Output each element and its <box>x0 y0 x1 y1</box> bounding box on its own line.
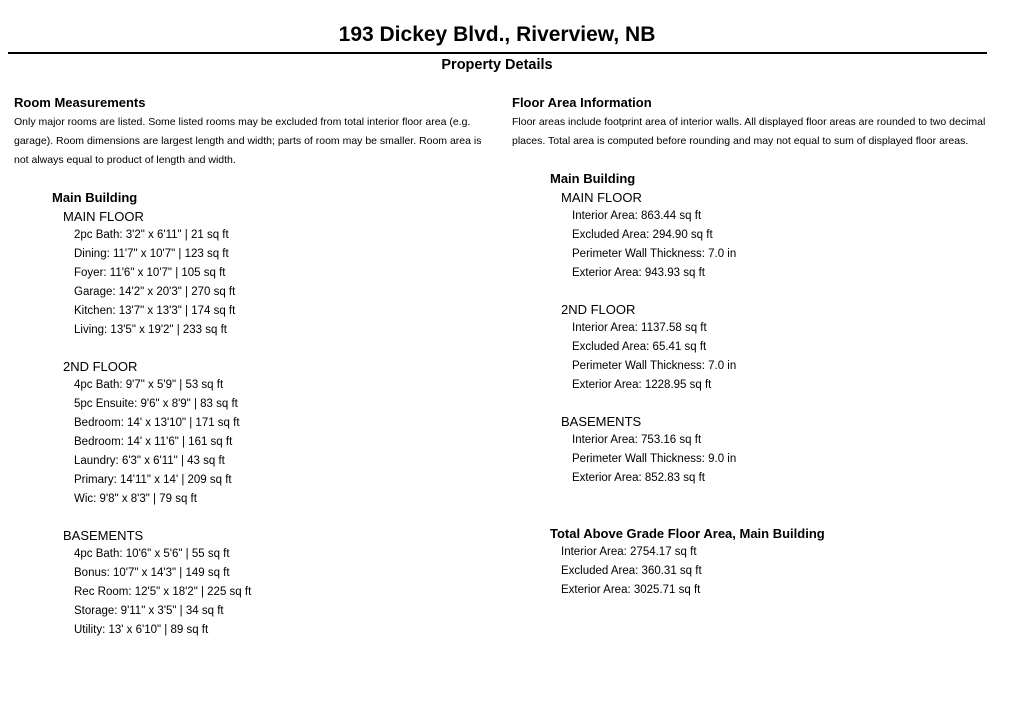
room-item: Dining: 11'7" x 10'7" | 123 sq ft <box>74 248 229 260</box>
total-area-item: Exterior Area: 3025.71 sq ft <box>561 584 701 596</box>
room-item: Bonus: 10'7" x 14'3" | 149 sq ft <box>74 567 230 579</box>
total-area-heading: Total Above Grade Floor Area, Main Building <box>550 526 825 541</box>
floor-area-section <box>512 95 994 600</box>
room-item: 5pc Ensuite: 9'6" x 8'9" | 83 sq ft <box>74 398 238 410</box>
room-item: 2pc Bath: 3'2" x 6'11" | 21 sq ft <box>74 229 229 241</box>
floor-heading: BASEMENTS <box>561 414 642 429</box>
room-building-name: Main Building <box>52 190 138 205</box>
room-floor-main <box>63 207 489 340</box>
page-title: 193 Dickey Blvd., Riverview, NB <box>338 23 656 46</box>
room-item: Laundry: 6'3" x 6'11" | 43 sq ft <box>74 455 225 467</box>
area-building <box>550 169 994 488</box>
area-item: Interior Area: 753.16 sq ft <box>572 434 702 446</box>
area-building-name: Main Building <box>550 171 636 186</box>
room-building <box>52 188 489 640</box>
area-item: Interior Area: 1137.58 sq ft <box>572 322 707 334</box>
room-item: Kitchen: 13'7" x 13'3" | 174 sq ft <box>74 305 236 317</box>
room-floor-basements <box>63 526 489 640</box>
area-item: Perimeter Wall Thickness: 9.0 in <box>572 453 737 465</box>
floor-heading: BASEMENTS <box>63 528 144 543</box>
room-item: Utility: 13' x 6'10" | 89 sq ft <box>74 624 209 636</box>
room-item: Foyer: 11'6" x 10'7" | 105 sq ft <box>74 267 226 279</box>
room-measurements-description: Only major rooms are listed. Some listed rooms may be excluded from total interior floor area (e.g. garage). Room dimensions are largest length and width; parts of room may be smaller. Room area is not always equal to product of length and width. <box>14 116 482 166</box>
floor-area-heading: Floor Area Information <box>512 95 652 110</box>
room-item: 4pc Bath: 10'6" x 5'6" | 55 sq ft <box>74 548 230 560</box>
area-item: Excluded Area: 294.90 sq ft <box>572 229 713 241</box>
room-item: 4pc Bath: 9'7" x 5'9" | 53 sq ft <box>74 379 224 391</box>
area-item: Excluded Area: 65.41 sq ft <box>572 341 707 353</box>
area-floor-basements <box>561 412 994 488</box>
room-item: Rec Room: 12'5" x 18'2" | 225 sq ft <box>74 586 252 598</box>
room-item: Storage: 9'11" x 3'5" | 34 sq ft <box>74 605 224 617</box>
room-measurements-section <box>14 95 489 640</box>
area-item: Perimeter Wall Thickness: 7.0 in <box>572 248 737 260</box>
title-divider <box>8 52 987 54</box>
room-item: Living: 13'5" x 19'2" | 233 sq ft <box>74 324 227 336</box>
floor-heading: MAIN FLOOR <box>561 190 642 205</box>
floor-heading: 2ND FLOOR <box>561 302 636 317</box>
floor-heading: MAIN FLOOR <box>63 209 144 224</box>
room-item: Primary: 14'11" x 14' | 209 sq ft <box>74 474 232 486</box>
area-item: Interior Area: 863.44 sq ft <box>572 210 702 222</box>
room-measurements-heading: Room Measurements <box>14 95 146 110</box>
area-floor-2nd <box>561 300 994 395</box>
area-item: Exterior Area: 1228.95 sq ft <box>572 379 712 391</box>
area-item: Exterior Area: 943.93 sq ft <box>572 267 705 279</box>
area-item: Exterior Area: 852.83 sq ft <box>572 472 705 484</box>
room-floor-2nd <box>63 357 489 509</box>
floor-heading: 2ND FLOOR <box>63 359 138 374</box>
total-area-item: Interior Area: 2754.17 sq ft <box>561 546 697 558</box>
area-floor-main <box>561 188 994 283</box>
page-subtitle: Property Details <box>441 57 553 73</box>
floor-area-description: Floor areas include footprint area of interior walls. All displayed floor areas are rounded to two decimal places. Total area is computed before rounding and may not equal to sum of displayed floor areas. <box>512 116 986 147</box>
room-item: Bedroom: 14' x 13'10" | 171 sq ft <box>74 417 240 429</box>
room-item: Wic: 9'8" x 8'3" | 79 sq ft <box>74 493 197 505</box>
room-item: Garage: 14'2" x 20'3" | 270 sq ft <box>74 286 236 298</box>
total-area-block <box>550 524 994 600</box>
area-item: Perimeter Wall Thickness: 7.0 in <box>572 360 737 372</box>
room-item: Bedroom: 14' x 11'6" | 161 sq ft <box>74 436 233 448</box>
total-area-item: Excluded Area: 360.31 sq ft <box>561 565 702 577</box>
